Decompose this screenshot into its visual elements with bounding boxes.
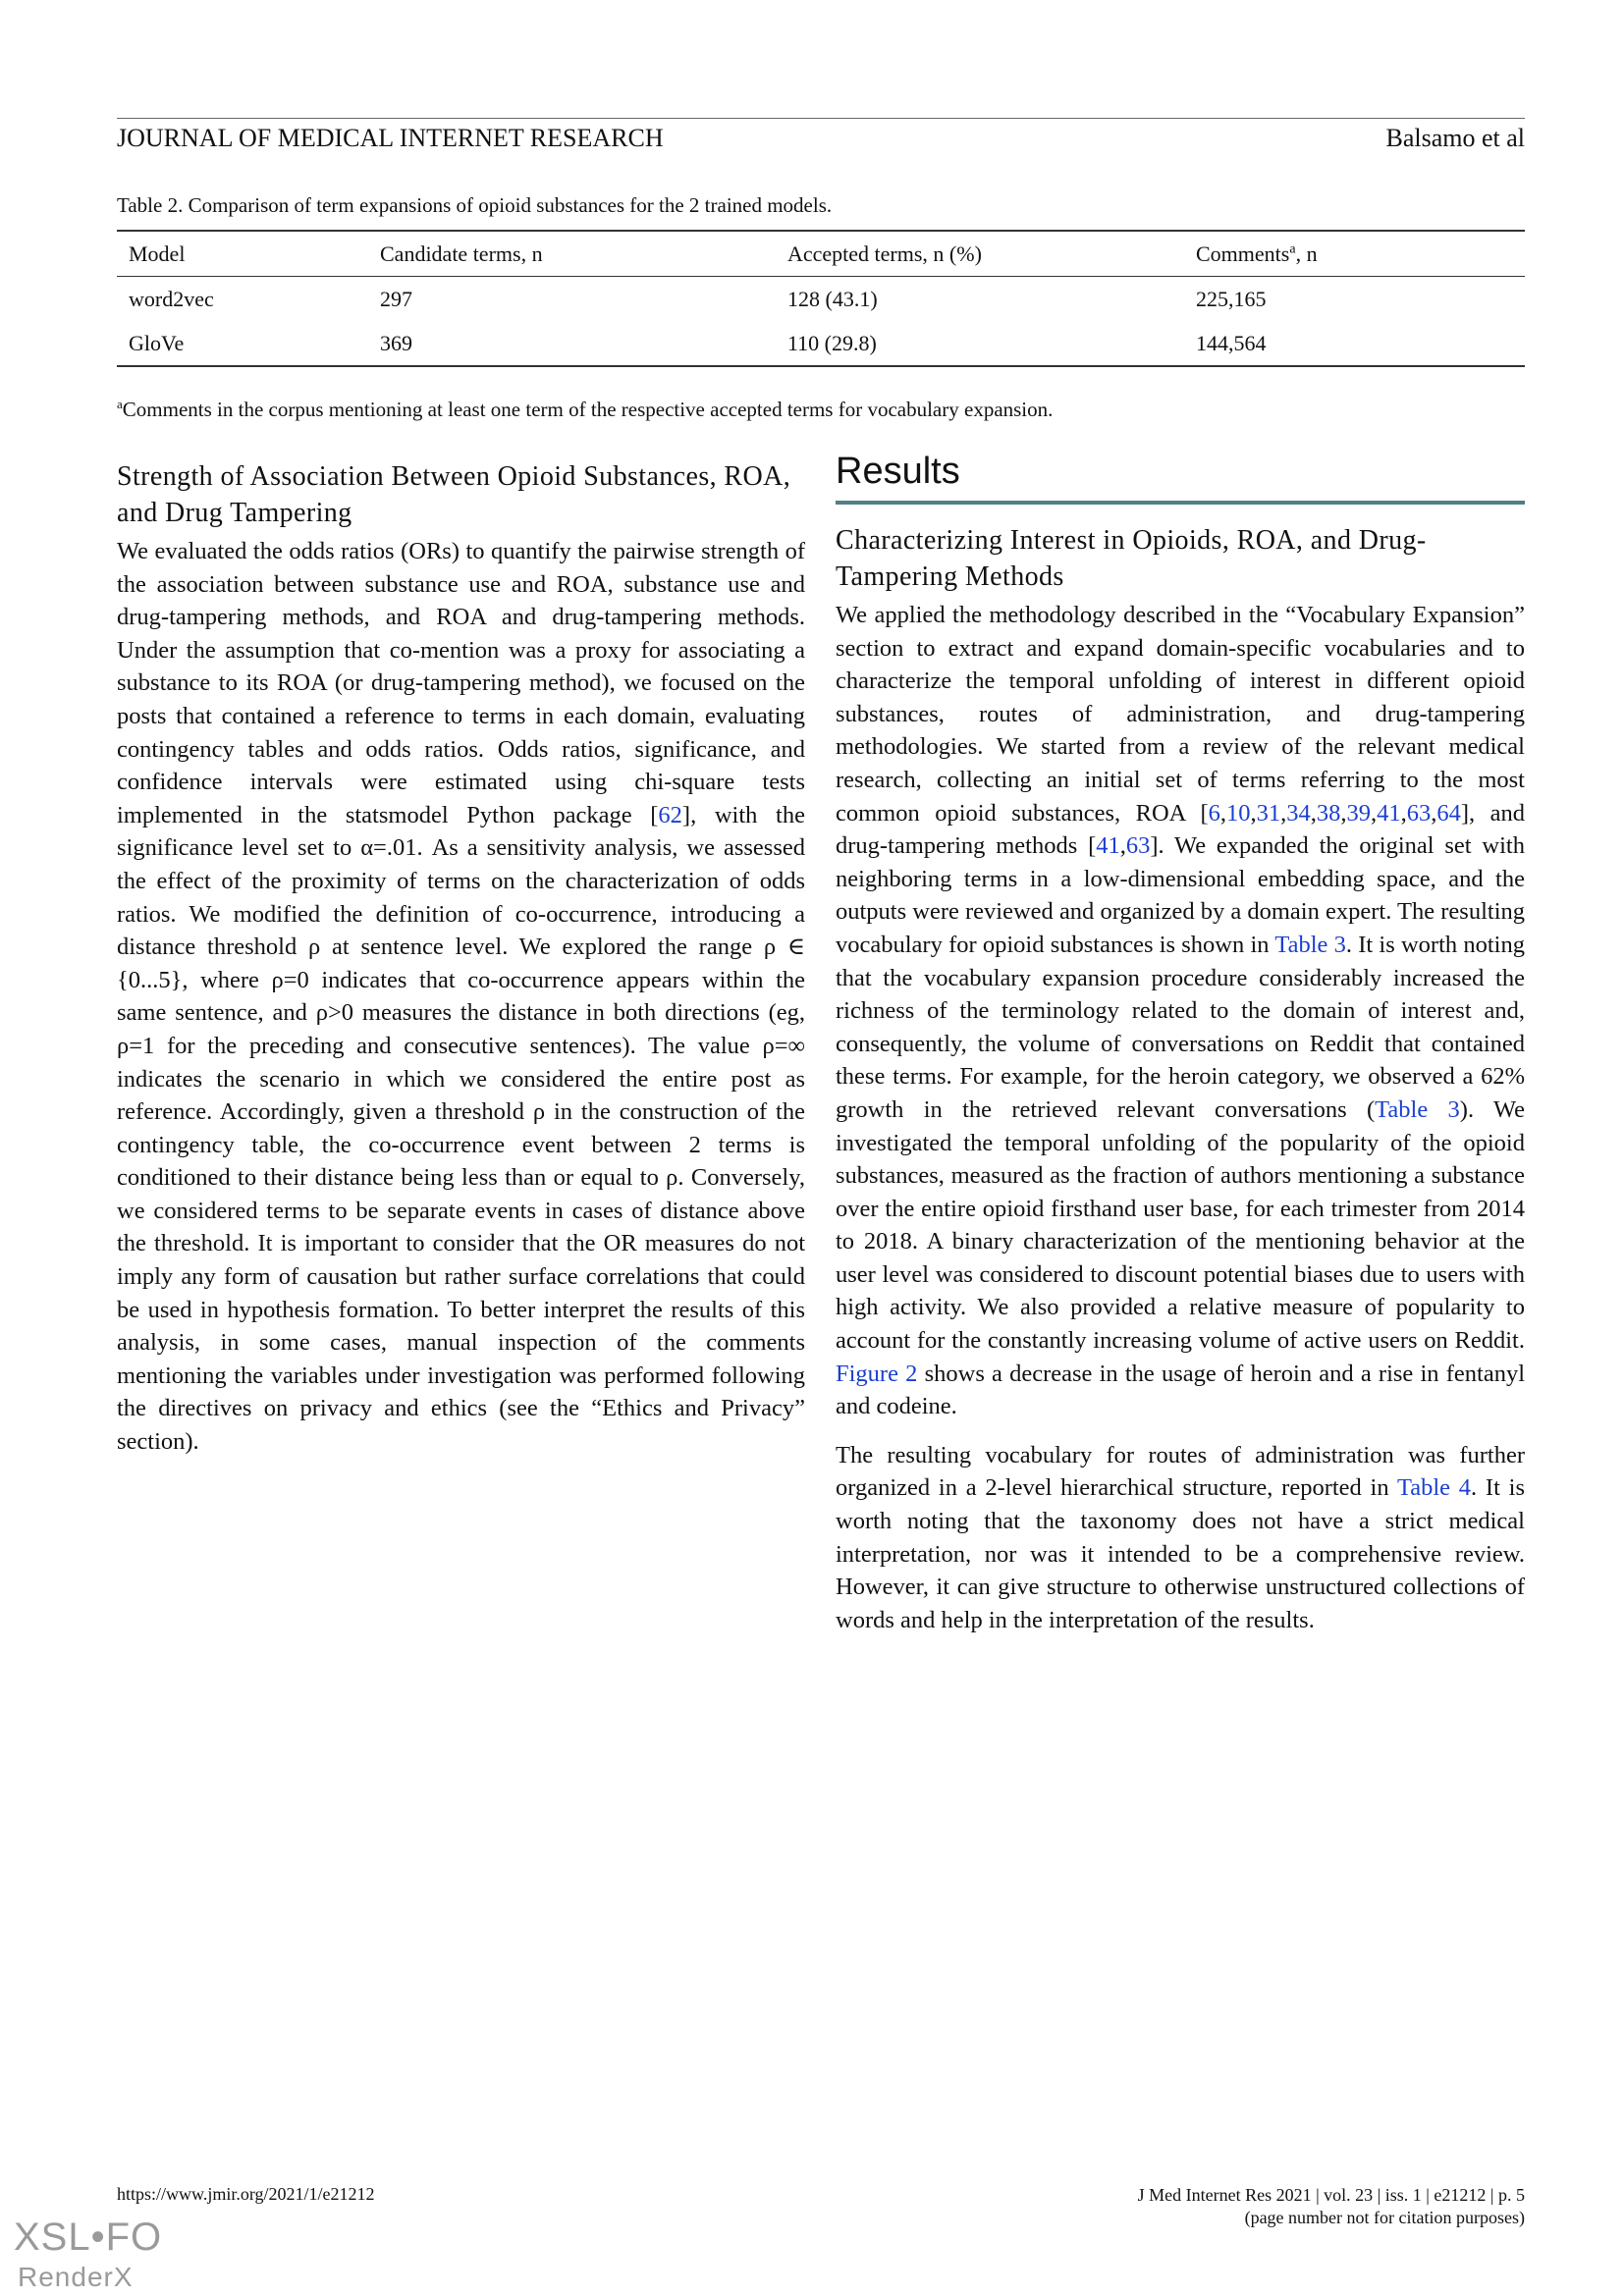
text-run: shows a decrease in the usage of heroin and a rise in fentanyl and codeine. <box>836 1360 1526 1420</box>
footnote-ref: a <box>1289 241 1296 257</box>
table-caption: Table 2. Comparison of term expansions of opioid substances for the 2 trained models. <box>117 193 833 217</box>
reference-link[interactable]: 10 <box>1226 799 1251 827</box>
text-run: . It is worth noting that the vocabulary expansion procedure considerably increased the richness of the terminology related to the domain of interest and, consequently, the volume of conversations on Reddit that contained these terms. For example, for the heroin category, we observed a 62% growth in the retrieved relevant conversations ( <box>836 931 1525 1123</box>
cell-accepted: 110 (29.8) <box>787 330 877 355</box>
reference-link[interactable]: 38 <box>1316 799 1341 827</box>
reference-link[interactable]: 41 <box>1096 832 1120 860</box>
footnote-mark: a <box>117 397 123 411</box>
reference-link[interactable]: 34 <box>1286 799 1311 827</box>
footer-citation <box>1138 2184 1525 2229</box>
xslfo-logo: XSL•FO <box>14 2216 163 2259</box>
comments-label: Comments <box>1196 240 1290 266</box>
text-run: , <box>1280 799 1287 827</box>
right-column <box>836 452 1525 1636</box>
text-run: ). We investigated the temporal unfolding of the popularity of the opioid substances, measured as the fraction of authors mentioning a substance over the entire opioid firsthand user base, for each trimester from 2014 to 2018. A binary characterization of the mentioning behavior at the user level was considered to discount potential biases due to users with high activity. We also provided a relative measure of popularity to account for the constantly increasing volume of active users on Reddit. <box>836 1095 1525 1355</box>
reference-link[interactable]: 62 <box>658 801 682 828</box>
cell-candidate: 369 <box>380 330 412 355</box>
footnote-text: Comments in the corpus mentioning at least one term of the respective accepted terms for vocabulary expansion. <box>122 398 1054 421</box>
paragraph <box>117 535 805 1459</box>
citation-line: J Med Internet Res 2021 | vol. 23 | iss. 1 | e21212 | p. 5 <box>1137 2185 1525 2205</box>
text-run: , <box>1250 799 1257 827</box>
text-run: . It is worth noting that the taxonomy does not have a strict medical interpretation, nor was it intended to be a comprehensive review. However, it can give structure to otherwise unstructured collections of words and help in the interpretation of the results. <box>836 1474 1526 1633</box>
table-row <box>117 277 1525 322</box>
cell-model: word2vec <box>129 286 214 311</box>
text-run: , <box>1431 799 1437 827</box>
text-run: , <box>1340 799 1347 827</box>
journal-name: JOURNAL OF MEDICAL INTERNET RESEARCH <box>117 124 664 152</box>
table-header-row <box>117 231 1525 277</box>
text-run: , <box>1119 832 1126 860</box>
comments-suffix: , n <box>1295 240 1318 266</box>
cell-model: GloVe <box>129 330 185 355</box>
table-footnote <box>117 397 1053 422</box>
article-url[interactable]: https://www.jmir.org/2021/1/e21212 <box>117 2184 375 2204</box>
reference-link[interactable]: 6 <box>1208 799 1220 827</box>
text-run: , <box>1371 799 1378 827</box>
comparison-table <box>117 230 1525 367</box>
col-header-comments <box>1184 231 1525 277</box>
text-run: We evaluated the odds ratios (ORs) to quantify the pairwise strength of the association between substance use and ROA, substance use and drug-tampering methods, and ROA and drug-tampering methods. Under the assumption that co-mention was a proxy for associating a substance to its ROA (or drug-tampering method), we focused on the posts that contained a reference to terms in each domain, evaluating contingency tables and odds ratios. Odds ratios, significance, and confidence intervals were estimated using chi-square tests implemented in the statsmodel Python package [ <box>117 538 805 828</box>
cell-comments: 225,165 <box>1196 286 1267 311</box>
cell-candidate: 297 <box>380 286 412 311</box>
table-3-link[interactable]: Table 3 <box>1375 1095 1460 1123</box>
text-run: The resulting vocabulary for routes of administration was further organized in a 2-level hierarchical structure, reported in <box>836 1441 1525 1502</box>
reference-link[interactable]: 63 <box>1125 832 1151 860</box>
col-header-accepted: Accepted terms, n (%) <box>787 240 982 266</box>
table-3-link[interactable]: Table 3 <box>1274 931 1346 958</box>
cell-comments: 144,564 <box>1196 330 1267 355</box>
results-heading: Results <box>836 452 1525 505</box>
header-rule <box>117 118 1525 119</box>
paragraph <box>836 599 1525 1423</box>
text-run: ]. We expanded the original set with neighboring terms in a low-dimensional embedding space, and the outputs were reviewed and organized by a domain expert. The resulting vocabulary for opioid substances is shown in <box>836 832 1525 958</box>
reference-link[interactable]: 63 <box>1406 799 1432 827</box>
text-run: , <box>1400 799 1407 827</box>
col-header-model: Model <box>129 240 186 266</box>
figure-2-link[interactable]: Figure 2 <box>836 1360 918 1387</box>
renderx-logo: RenderX <box>18 2262 134 2292</box>
paragraph <box>836 1439 1525 1637</box>
reference-link[interactable]: 39 <box>1346 799 1371 827</box>
table-row <box>117 321 1525 366</box>
text-run: We applied the methodology described in the “Vocabulary Expansion” section to extract and expand domain-specific vocabularies and to characterize the temporal unfolding of interest in different opioid substances, routes of administration, and drug-tampering methodologies. We started from a review of the relevant medical research, collecting an initial set of terms referring to the most common opioid substances, ROA [ <box>836 602 1525 827</box>
cell-accepted: 128 (43.1) <box>787 286 878 311</box>
table-4-link[interactable]: Table 4 <box>1396 1474 1472 1502</box>
author-line: Balsamo et al <box>1385 124 1525 152</box>
reference-link[interactable]: 31 <box>1256 799 1281 827</box>
reference-link[interactable]: 41 <box>1377 799 1401 827</box>
text-run: ], with the significance level set to α=.01. As a sensitivity analysis, we assessed the effect of the proximity of terms on the characterization of odds ratios. We modified the definition of co-occurrence, introducing a distance threshold ρ at sentence level. We explored the range ρ ∈ {0...5}, where ρ=0 indicates that co-occurrence appears within the same sentence, and ρ>0 measures the distance in both directions (eg, ρ=1 for the preceding and consecutive sentences). The value ρ=∞ indicates the scenario in which we considered the entire post as reference. Accordingly, given a threshold ρ in the construction of the contingency table, the co-occurrence event between 2 terms is conditioned to their distance being less than or equal to ρ. Conversely, we considered terms to be separate events in cases of distance above the threshold. It is important to consider that the OR measures do not imply any form of causation but rather surface correlations that could be used in hypothesis formation. To better interpret the results of this analysis, in some cases, manual inspection of the comments mentioning the variables under investigation was performed following the directives on privacy and ethics (see the “Ethics and Privacy” section). <box>117 801 805 1456</box>
text-run: , <box>1310 799 1317 827</box>
text-run: , <box>1219 799 1226 827</box>
citation-note: (page number not for citation purposes) <box>1244 2208 1525 2227</box>
text-run: ], and drug-tampering methods [ <box>836 799 1525 860</box>
col-header-candidate: Candidate terms, n <box>380 240 543 266</box>
section-subheading: Strength of Association Between Opioid Substances, ROA, and Drug Tampering <box>117 461 791 528</box>
reference-link[interactable]: 64 <box>1436 799 1461 827</box>
section-subheading: Characterizing Interest in Opioids, ROA, and Drug-Tampering Methods <box>836 525 1427 592</box>
left-column <box>117 458 805 1459</box>
